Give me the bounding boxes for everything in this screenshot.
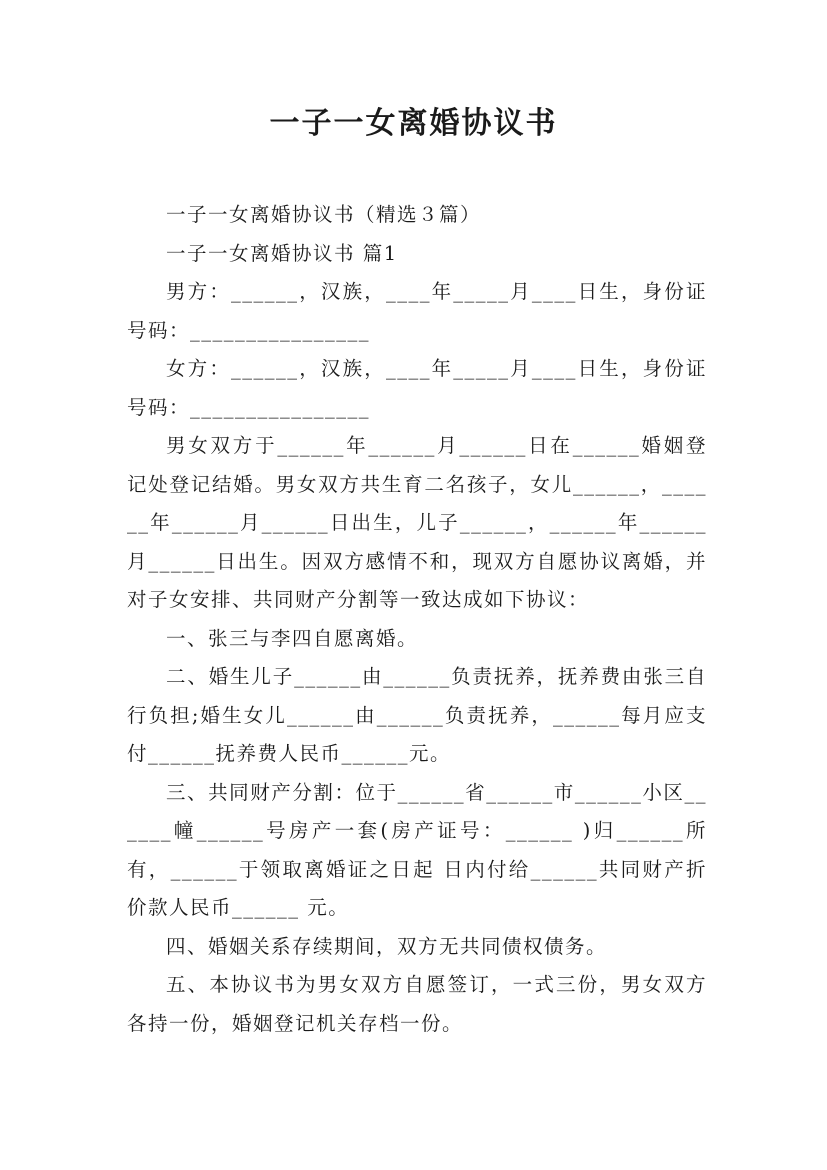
paragraph-section-heading: 一子一女离婚协议书 篇1: [166, 241, 398, 265]
paragraph-clause-2: 二、婚生儿子______由______负责抚养，抚养费由张三自行负担;婚生女儿______由______负责抚养，______每月应支付______抚养费人民币______元。: [127, 665, 707, 765]
paragraph-husband-info: 男方：______，汉族，____年_____月____日生，身份证号码：________________: [127, 280, 707, 342]
document-body: [127, 196, 707, 1043]
paragraph-wife-info: 女方：______，汉族，____年_____月____日生，身份证号码：________________: [127, 357, 707, 419]
paragraph-marriage-background: 男女双方于______年______月______日在______婚姻登记处登记结婚。男女双方共生育二名孩子，女儿______，______年______月______日出生，儿子______，______年______月______日出生。因双方感情不和，现双方自愿协议离婚，并对子女安排、共同财产分割等一致达成如下协议：: [127, 434, 707, 611]
paragraph-clause-4: 四、婚姻关系存续期间，双方无共同债权债务。: [166, 934, 608, 958]
document-title: 一子一女离婚协议书: [269, 106, 558, 141]
paragraph-clause-1: 一、张三与李四自愿离婚。: [166, 626, 419, 650]
paragraph-subtitle: 一子一女离婚协议书（精选３篇）: [166, 203, 482, 226]
paragraph-clause-3: 三、共同财产分割：位于______省______市______小区______幢______号房产一套(房产证号：______ )归______所有，______于领取离婚证之日起 日内付给______共同财产折价款人民币______ 元。: [127, 780, 707, 919]
paragraph-clause-5: 五、本协议书为男女双方自愿签订，一式三份，男女双方各持一份，婚姻登记机关存档一份。: [127, 973, 707, 1035]
